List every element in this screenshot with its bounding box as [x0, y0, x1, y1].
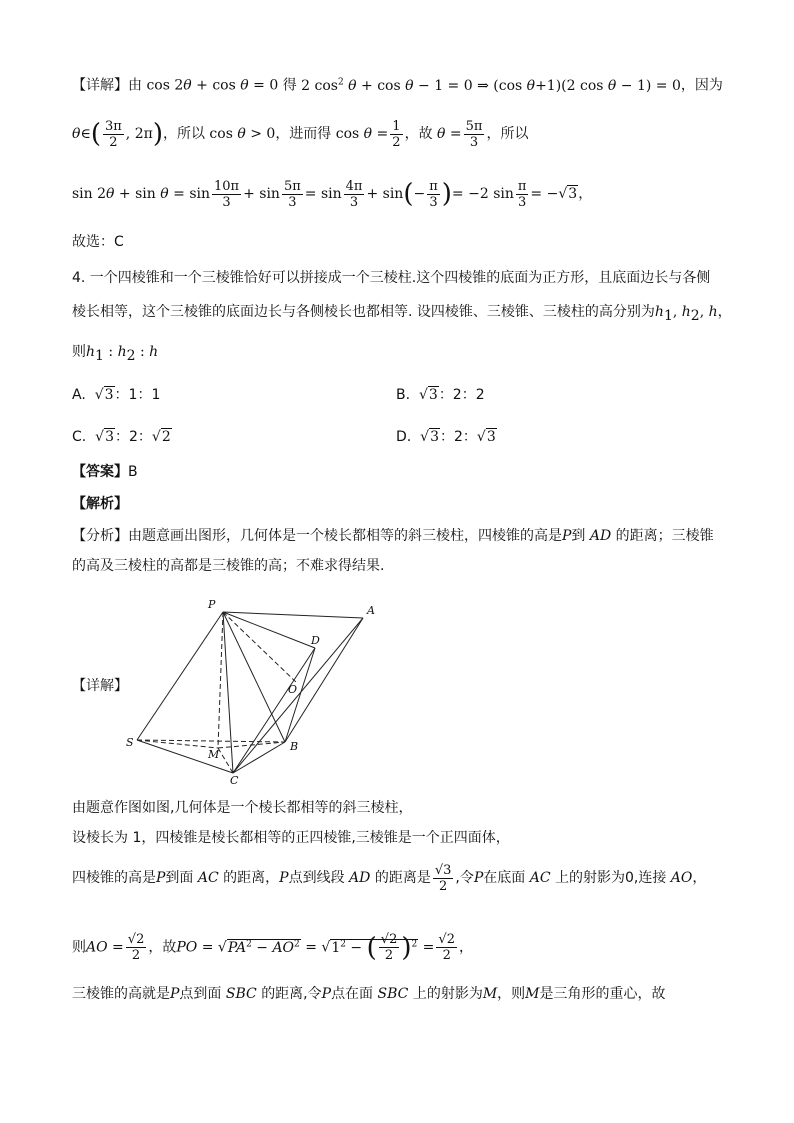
option-b: B. √3：2：2 [396, 387, 485, 403]
label-M: M [208, 748, 220, 761]
detail-head: 【详解】 [72, 77, 128, 94]
option-a: A. √3：1：1 [72, 387, 161, 403]
body-line-1: 由题意作图如图,几何体是一个棱长都相等的斜三棱柱， [72, 800, 413, 816]
label-P: P [208, 598, 216, 611]
body-line-2: 设棱长为 1，四棱锥是棱长都相等的正四棱锥,三棱锥是一个正四面体， [72, 830, 510, 846]
label-C: C [230, 774, 239, 787]
detail-line-3: sin 2θ + sin θ = sin $\frac{10\pi}{3}$ + sin $\frac{5\pi}{3}$ = sin $\frac{4\pi}{3}$ + sin(− $\frac{\pi}{3}$ )= −2 sin $\frac{\pi}{3}$ = −√3， [72, 178, 593, 210]
label-O: O [288, 683, 298, 696]
detail-line-1: 【详解】由 cos 2θ + cos θ = 0 得 2 $\cos^2 \theta + \cos \theta - 1 = 0$ ⇒ (cos θ+1)(2 cos θ − 1) = 0，因为 [72, 77, 723, 94]
label-S: S [126, 736, 134, 749]
answer-line [72, 462, 138, 482]
label-D: D [311, 634, 320, 647]
answer-value: B [128, 464, 138, 480]
label-B: B [290, 740, 299, 753]
prism-diagram [120, 598, 380, 788]
fenxi-line-1: 【分析】由题意画出图形，几何体是一个棱长都相等的斜三棱柱，四棱锥的高是P到 AD 的距离；三棱锥 [72, 528, 714, 544]
xiangjie-label: 【详解】 [72, 678, 128, 694]
answer-q3: 故选：C [72, 234, 124, 250]
fenxi-line-2: 的高及三棱柱的高都是三棱锥的高；不难求得结果. [72, 558, 385, 574]
answer-label: 【答案】 [72, 464, 128, 480]
option-c: C. √3：2：√2 [72, 429, 171, 445]
q4-line-2: 棱长相等，这个三棱锥的底面边长与各侧棱长也都相等. 设四棱锥、三棱锥、三棱柱的高分别为$h_1$, $h_2$, h， [72, 304, 732, 324]
detail-line-2: θ∈( $\frac{3\pi}{2}$ , 2π)，所以 cos θ > 0，进而得 cos θ = $\frac{1}{2}$ ，故 θ = $\frac{5\pi}{3}$ ，所以 [72, 118, 529, 150]
option-d: D. √3：2：√3 [396, 429, 496, 445]
label-A: A [367, 604, 375, 617]
math-expr: cos 2θ + cos θ = 0 [146, 77, 279, 94]
analysis-label: 【解析】 [72, 496, 128, 512]
q4-line-1: 4. 一个四棱锥和一个三棱锥恰好可以拼接成一个三棱柱.这个四棱锥的底面为正方形，且底面边长与各侧 [72, 270, 711, 286]
body-line-3: 四棱锥的高是P到面 AC 的距离，P点到线段 AD 的距离是 $\frac{√3}{2}$ ,令P在底面 AC 上的射影为0,连接 AO， [72, 862, 707, 894]
body-line-4: 则AO = $\frac{√2}{2}$ ，故PO = $√PA^2 - AO^2 = √1^2$ − ( $\frac{√2}{2}$ )$^2$ = $\frac{√2}{2}$ ， [72, 932, 473, 964]
q4-line-3: 则$h_1$ : $h_2$ : h [72, 344, 159, 364]
body-line-5: 三棱锥的高就是P点到面 SBC 的距离,令P点在面 SBC 上的射影为M，则M是三角形的重心，故 [72, 986, 666, 1002]
